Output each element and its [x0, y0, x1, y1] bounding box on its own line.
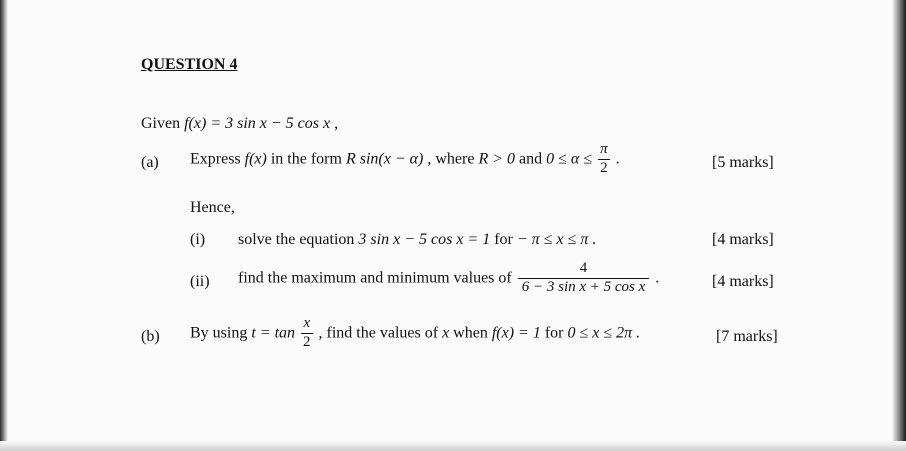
part-a-f: f(x) — [244, 150, 267, 168]
part-b-fraction — [301, 316, 313, 351]
part-a-text-3: where — [435, 150, 475, 168]
part-b-range: 0 ≤ x ≤ 2π . — [567, 324, 641, 342]
part-b-frac-num: x — [301, 316, 313, 334]
part-i-text-1: solve the equation — [238, 231, 355, 248]
part-ii-text-1: find the maximum and minimum values of — [238, 269, 512, 287]
page-edge-shadow-right — [892, 0, 906, 451]
part-ii-frac-den: 6 − 3 sin x + 5 cos x — [521, 278, 646, 295]
part-i-marks: [4 marks] — [712, 231, 774, 248]
part-b-x: x — [442, 324, 450, 342]
part-i-range: − π ≤ x ≤ π . — [516, 231, 597, 248]
part-a-marks: [5 marks] — [712, 154, 774, 171]
given-expression: f(x) = 3 sin x − 5 cos x , — [184, 115, 339, 132]
part-a-text-2: in the form — [270, 150, 342, 168]
part-ii-statement — [238, 261, 659, 296]
part-b-label: (b) — [141, 328, 160, 345]
part-a-frac-num: π — [598, 142, 610, 160]
part-i-label: (i) — [190, 231, 206, 248]
part-ii-frac-num: 4 — [518, 261, 650, 279]
part-b-text-1: By using — [190, 324, 248, 342]
part-a-text-and: and — [519, 150, 543, 168]
part-a-r-condition: R > 0 — [478, 150, 516, 168]
hence-text: Hence, — [190, 199, 235, 216]
part-a-text-1: Express — [190, 150, 241, 168]
part-b-t-def: t = tan — [251, 324, 296, 342]
part-a-form: R sin(x − α) , — [345, 150, 432, 168]
page-edge-shadow-left — [0, 0, 8, 451]
part-a-statement — [190, 142, 620, 177]
part-b-frac-den: 2 — [303, 333, 311, 350]
part-b-f-condition: f(x) = 1 — [491, 324, 541, 342]
given-line — [141, 116, 338, 132]
part-a-alpha-condition: 0 ≤ α ≤ — [546, 150, 593, 168]
part-a-frac-den: 2 — [600, 159, 608, 176]
question-heading: QUESTION 4 — [141, 56, 238, 73]
part-b-text-3: when — [453, 324, 488, 342]
part-a-label: (a) — [141, 154, 159, 171]
part-b-statement — [190, 316, 640, 351]
part-a-fraction — [598, 142, 610, 177]
part-b-text-for: for — [544, 324, 564, 342]
part-i-equation: 3 sin x − 5 cos x = 1 — [358, 231, 491, 248]
part-b-text-2: , find the values of — [318, 324, 439, 342]
part-ii-label: (ii) — [190, 273, 210, 290]
given-prefix: Given — [141, 115, 181, 132]
part-ii-fraction — [518, 261, 650, 296]
part-i-statement — [238, 232, 596, 248]
part-i-text-for: for — [494, 231, 513, 248]
part-ii-end: . — [655, 269, 660, 287]
page-edge-shadow-bottom — [0, 441, 906, 451]
part-b-marks: [7 marks] — [716, 328, 778, 345]
part-a-end: . — [615, 150, 620, 168]
part-ii-marks: [4 marks] — [712, 273, 774, 290]
